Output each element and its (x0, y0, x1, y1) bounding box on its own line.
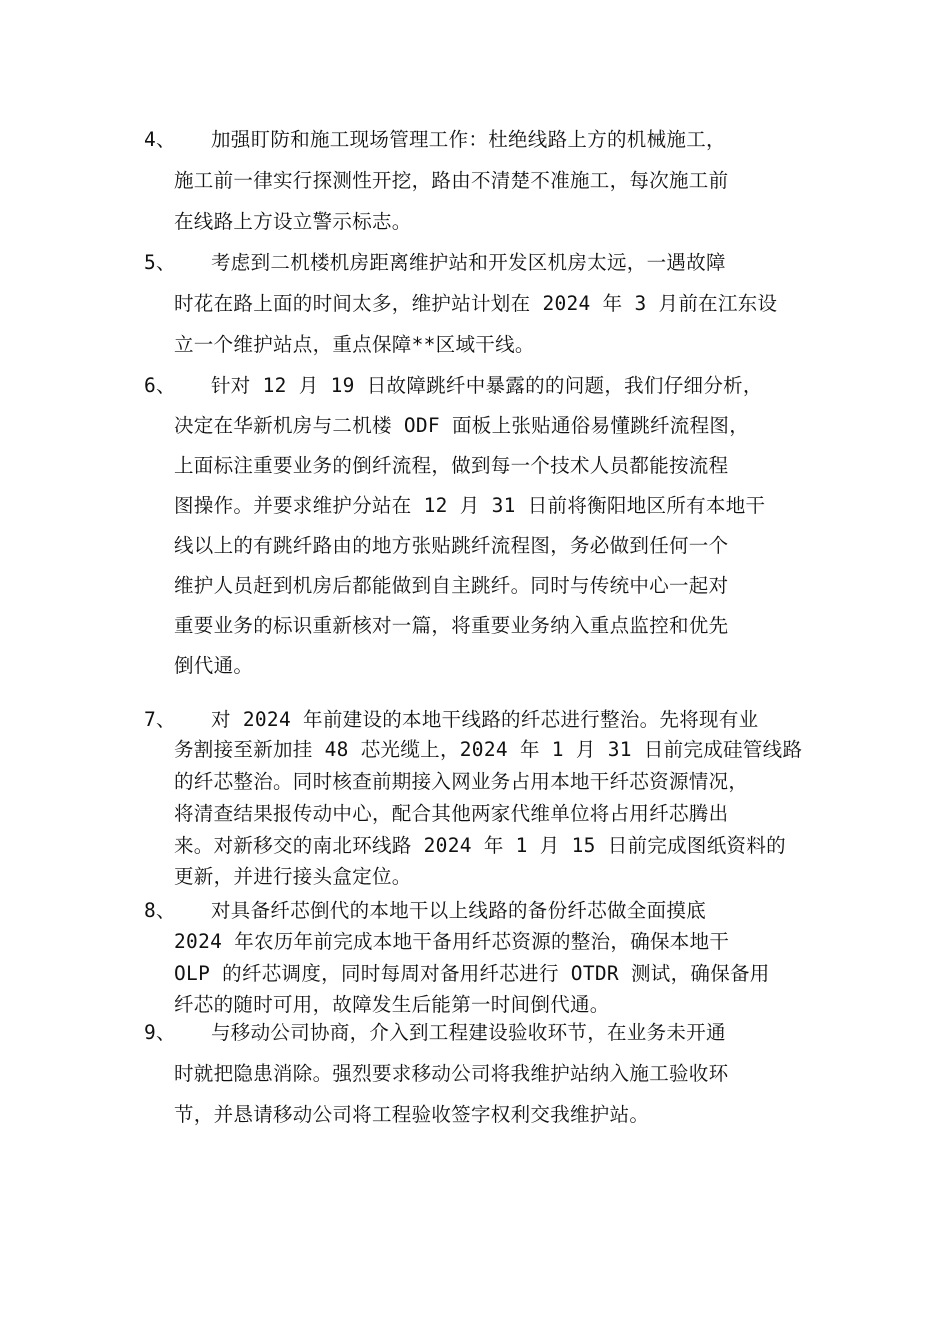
item-number: 6、 (144, 374, 176, 397)
item-line: 线以上的有跳纤路由的地方张贴跳纤流程图，务必做到任何一个 (174, 534, 729, 557)
item-line: 与移动公司协商，介入到工程建设验收环节，在业务未开通 (211, 1021, 726, 1044)
item-line: 时就把隐患消除。强烈要求移动公司将我维护站纳入施工验收环 (174, 1062, 729, 1085)
list-item-6 (144, 370, 814, 680)
item-number: 7、 (144, 708, 176, 731)
item-line: OLP 的纤芯调度，同时每周对备用纤芯进行 OTDR 测试，确保备用 (174, 962, 770, 985)
item-number: 5、 (144, 251, 176, 274)
item-line: 施工前一律实行探测性开挖，路由不清楚不准施工，每次施工前 (174, 169, 729, 192)
item-line: 决定在华新机房与二机楼 ODF 面板上张贴通俗易懂跳纤流程图， (174, 414, 749, 437)
item-line: 上面标注重要业务的倒纤流程，做到每一个技术人员都能按流程 (174, 454, 729, 477)
item-line: 在线路上方设立警示标志。 (174, 210, 412, 233)
item-line: 将清查结果报传动中心，配合其他两家代维单位将占用纤芯腾出 (174, 802, 729, 825)
item-line: 立一个维护站点，重点保障**区域干线。 (174, 333, 535, 356)
item-number: 8、 (144, 899, 176, 922)
list-item-7 (144, 704, 814, 888)
list-item-9 (144, 1017, 814, 1137)
list-item-5 (144, 247, 814, 367)
item-line: 纤芯的随时可用，故障发生后能第一时间倒代通。 (174, 993, 610, 1016)
item-number: 9、 (144, 1021, 176, 1044)
item-line: 针对 12 月 19 日故障跳纤中暴露的的问题，我们仔细分析， (211, 374, 763, 397)
item-line: 2024 年农历年前完成本地干备用纤芯资源的整治，确保本地干 (174, 930, 730, 953)
item-line: 图操作。并要求维护分站在 12 月 31 日前将衡阳地区所有本地干 (174, 494, 766, 517)
item-number: 4、 (144, 128, 176, 151)
item-line: 倒代通。 (174, 654, 254, 677)
item-line: 对 2024 年前建设的本地干线路的纤芯进行整治。先将现有业 (211, 708, 759, 731)
item-line: 的纤芯整治。同时核查前期接入网业务占用本地干纤芯资源情况， (174, 770, 749, 793)
item-line: 来。对新移交的南北环线路 2024 年 1 月 15 日前完成图纸资料的 (174, 834, 786, 857)
item-line: 时花在路上面的时间太多，维护站计划在 2024 年 3 月前在江东设 (174, 292, 778, 315)
item-line: 加强盯防和施工现场管理工作：杜绝线路上方的机械施工， (211, 128, 726, 151)
item-line: 更新，并进行接头盒定位。 (174, 865, 412, 888)
item-line: 重要业务的标识重新核对一篇，将重要业务纳入重点监控和优先 (174, 614, 729, 637)
list-item-8 (144, 895, 814, 1015)
item-line: 务割接至新加挂 48 芯光缆上，2024 年 1 月 31 日前完成硅管线路 (174, 738, 803, 761)
list-item-4 (144, 124, 814, 244)
item-line: 节，并恳请移动公司将工程验收签字权利交我维护站。 (174, 1103, 650, 1126)
item-line: 维护人员赶到机房后都能做到自主跳纤。同时与传统中心一起对 (174, 574, 729, 597)
item-line: 对具备纤芯倒代的本地干以上线路的备份纤芯做全面摸底 (211, 899, 707, 922)
item-line: 考虑到二机楼机房距离维护站和开发区机房太远，一遇故障 (211, 251, 726, 274)
